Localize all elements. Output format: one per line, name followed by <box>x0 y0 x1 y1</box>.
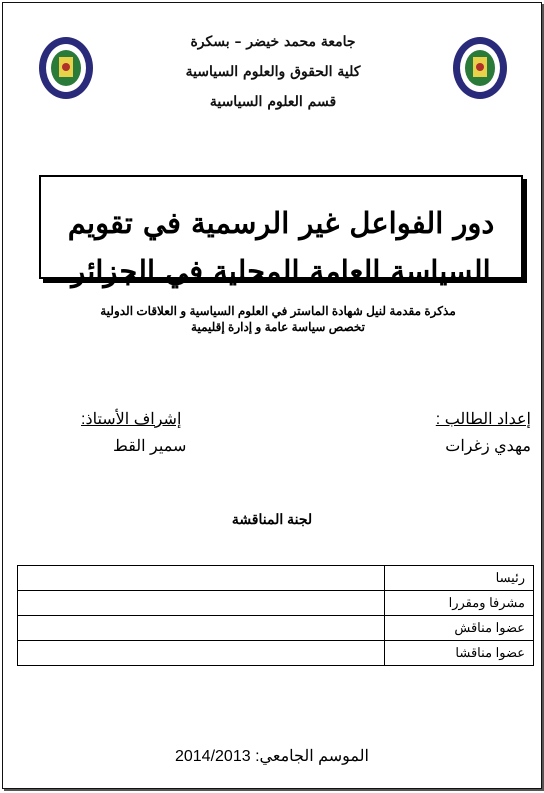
university-name: جامعة محمد خيضر – بسكرة <box>190 34 356 50</box>
member-role: مشرفا ومقررا <box>385 591 534 616</box>
university-logo-left <box>37 35 95 101</box>
thesis-subtitle <box>43 303 513 335</box>
supervisor-label: إشراف الأستاذ: <box>81 411 182 428</box>
university-logo-right <box>451 35 509 101</box>
institution-header <box>103 27 443 117</box>
supervisor-name: سمير القط <box>113 438 187 455</box>
faculty-name: كلية الحقوق والعلوم السياسية <box>185 64 361 80</box>
committee-title: لجنة المناقشة <box>231 511 313 527</box>
table-row <box>18 591 534 616</box>
member-name-cell <box>18 566 385 591</box>
subtitle-specialty: تخصص سياسة عامة و إدارة إقليمية <box>191 320 365 334</box>
table-row <box>18 616 534 641</box>
member-role: عضوا مناقشا <box>385 641 534 666</box>
academic-season: الموسم الجامعي: 2014/2013 <box>174 748 369 765</box>
department-name: قسم العلوم السياسية <box>209 94 337 110</box>
table-row <box>18 641 534 666</box>
student-label: إعداد الطالب : <box>435 411 531 428</box>
member-name-cell <box>18 591 385 616</box>
table-row <box>18 566 534 591</box>
student-name: مهدي زغرات <box>445 438 531 455</box>
subtitle-degree: مذكرة مقدمة لنيل شهادة الماستر في العلوم السياسية و العلاقات الدولية <box>100 304 456 318</box>
thesis-title: دور الفواعل غير الرسمية في تقويم السياسة العامة المحلية في الجزائر <box>67 206 495 288</box>
document-page <box>2 2 542 789</box>
member-name-cell <box>18 616 385 641</box>
member-role: رئيسا <box>385 566 534 591</box>
member-role: عضوا مناقش <box>385 616 534 641</box>
committee-table <box>17 565 534 666</box>
thesis-title-box <box>39 175 523 288</box>
member-name-cell <box>18 641 385 666</box>
